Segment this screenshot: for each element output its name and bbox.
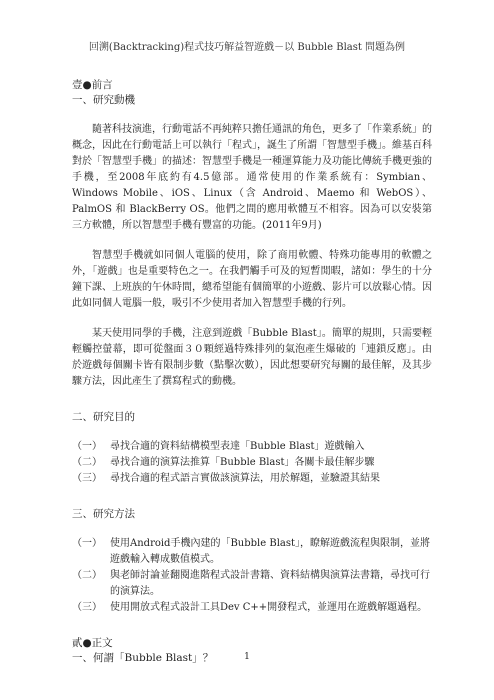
subheading-purpose: 二、研究目的: [72, 411, 135, 423]
method-list: [72, 536, 432, 616]
section-heading-intro: 壹●前言: [72, 79, 113, 91]
subheading-what-is-bubble-blast: 一、何謂「Bubble Blast」？: [72, 652, 214, 664]
list-item: （三） 尋找合適的程式語言實做該演算法，用於解題，並驗證其結果: [72, 473, 380, 484]
paragraph-motivation-2: 智慧型手機就如同個人電腦的使用，除了商用軟體、特殊功能專用的軟體之外，「遊戲」也是重要特色之一。在我們觸手可及的短暫閒暇，諸如：學生的十分鐘下課、上班族的午休時間，總希望能有個簡單的小遊戲、影片可以放鬆心情。因此如同個人電腦一般，吸引不少使用者加入智慧型手機的行列。: [72, 250, 432, 309]
subheading-method: 三、研究方法: [72, 508, 135, 520]
list-item: （一） 使用Android手機內建的「Bubble Blast」，瞭解遊戲流程與限制，並將遊戲輸入轉成數值模式。: [72, 538, 431, 565]
list-item: （二） 尋找合適的演算法推算「Bubble Blast」各關卡最佳解步驟: [72, 457, 375, 468]
list-item: （三） 使用開放式程式設計工具Dev C++開發程式，並運用在遊戲解題過程。: [72, 602, 428, 613]
purpose-list: [72, 439, 432, 487]
paragraph-motivation-3: 某天使用同學的手機，注意到遊戲「Bubble Blast」。簡單的規則，只需要輕輕觸控螢幕，即可從盤面３０顆經過特殊排列的氣泡產生爆破的「連鎖反應」。由於遊戲每個關卡皆有限制步數（點擊次數），因此想要研究每關的最佳解，及其步驟方法，因此產生了撰寫程式的動機。: [72, 328, 432, 387]
section-heading-body: 貳●正文: [72, 637, 113, 649]
paragraph-motivation-1: 隨著科技演進，行動電話不再純粹只擔任通訊的角色，更多了「作業系統」的概念，因此在行動電話上可以執行「程式」，誕生了所謂「智慧型手機」。維基百科對於「智慧型手機」的描述：智慧型手機是一種運算能力及功能比傳統手機更強的手機，至2008年底約有4.5億部。通常使用的作業系統有：Symbian、Windows Mobile、iOS、Linux（含 Android、Maemo 和 WebOS）、PalmOS 和 BlackBerry OS。他們之間的應用軟體互不相容。因為可以安裝第三方軟體，所以智慧型手機有豐富的功能。(2011年9月): [72, 124, 432, 231]
document-body: [72, 78, 432, 666]
list-item: （一） 尋找合適的資料結構模型表達「Bubble Blast」遊戲輸入: [72, 441, 365, 452]
running-header: 回溯(Backtracking)程式技巧解益智遊戲－以 Bubble Blast 問題為例: [88, 42, 406, 53]
list-item: （二） 與老師討論並翻閱進階程式設計書籍、資料結構與演算法書籍，尋找可行的演算法。: [72, 570, 430, 597]
subheading-motivation: 一、研究動機: [72, 94, 135, 106]
page-number: 1: [244, 652, 250, 662]
